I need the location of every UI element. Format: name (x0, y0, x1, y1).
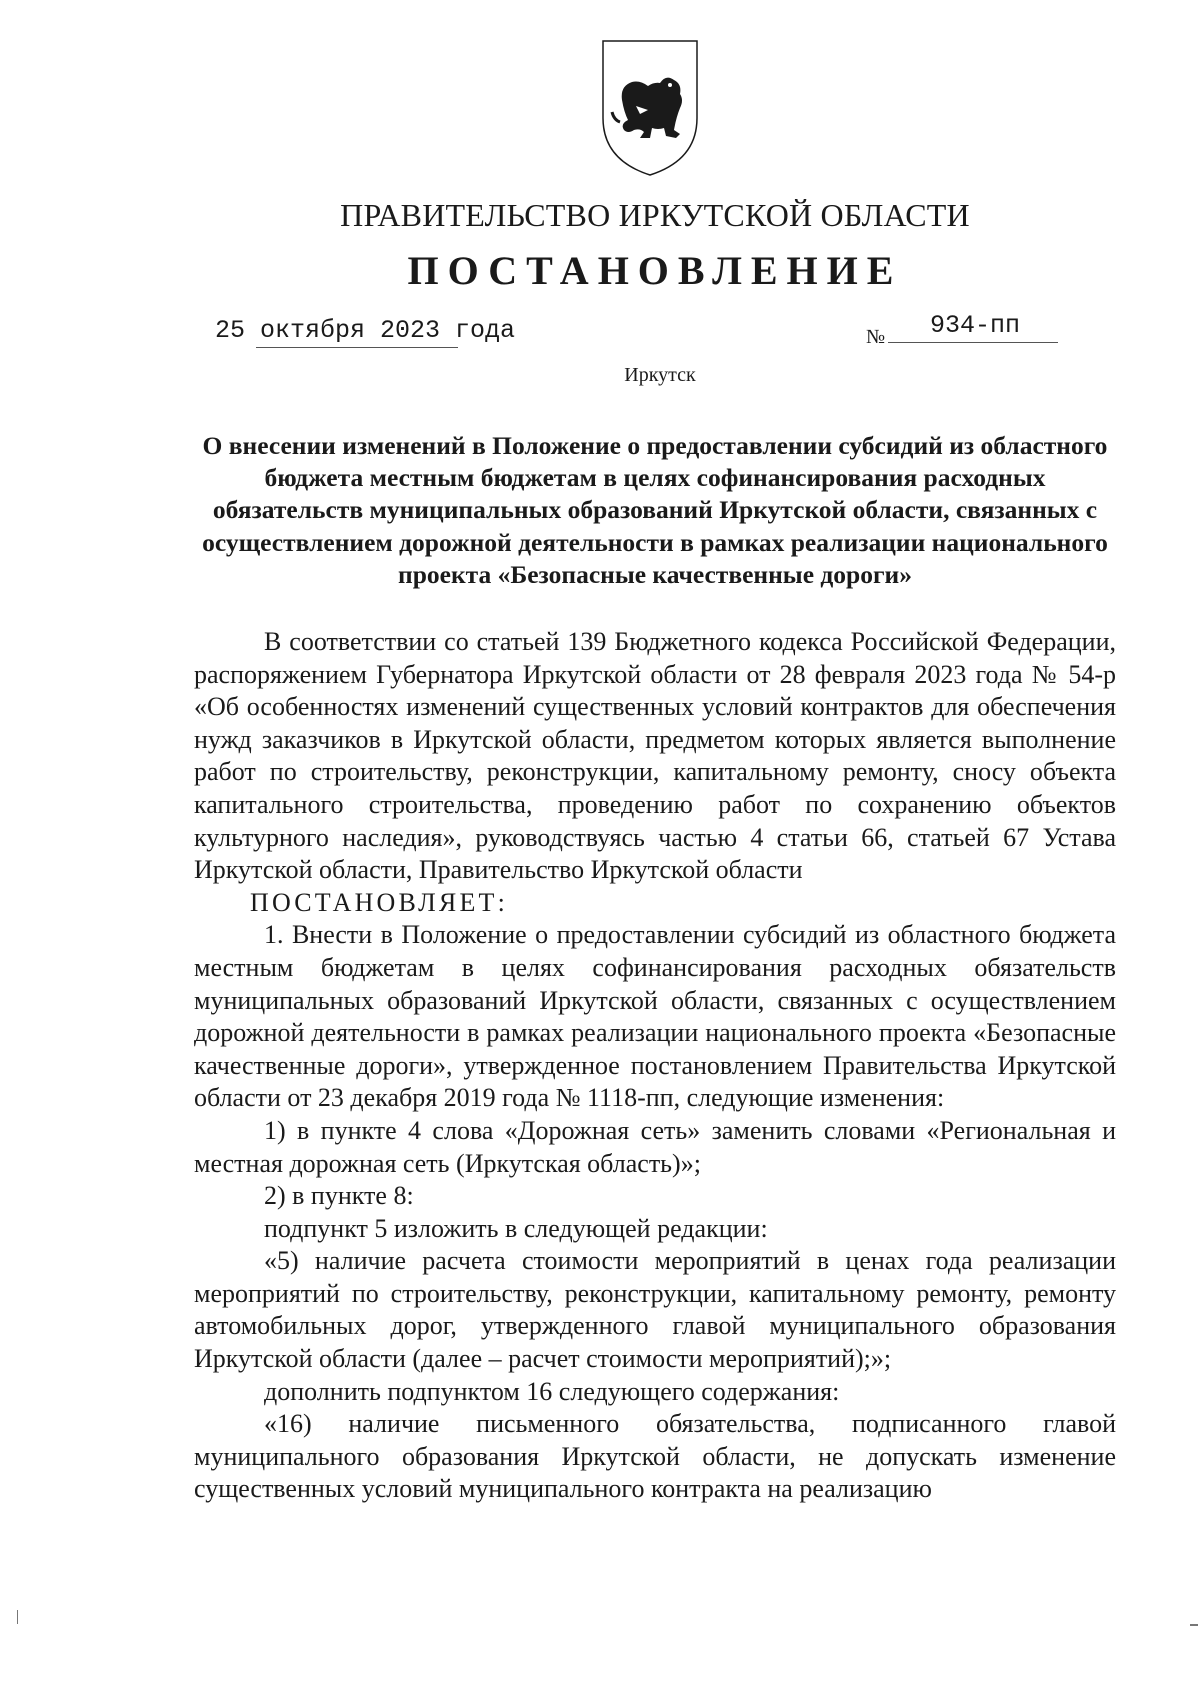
document-body (194, 626, 1116, 1506)
paragraph: «5) наличие расчета стоимости мероприятий в ценах года реализации мероприятий по строительству, реконструкции, капитальному ремонту, ремонту автомобильных дорог, утвержденного главой муниципального образования Иркутской области (далее – расчет стоимости мероприятий);»; (194, 1246, 1116, 1374)
scan-edge-mark (17, 1610, 18, 1624)
coat-of-arms-icon (600, 38, 700, 178)
paragraph: дополнить подпунктом 16 следующего содержания: (264, 1376, 840, 1406)
document-date: 25 октября 2023 года (215, 316, 516, 345)
paragraph: 1. Внести в Положение о предоставлении субсидий из областного бюджета местным бюджетам в целях софинансирования расходных обязательств муниципальных образований Иркутской области, связанных с осуществлением дорожной деятельности в рамках реализации национального проекта «Безопасные качественные дороги», утвержденное постановлением Правительства Иркутской области от 23 декабря 2019 года № 1118-пп, следующие изменения: (194, 920, 1116, 1113)
paragraph: подпункт 5 изложить в следующей редакции: (264, 1213, 768, 1243)
paragraph: «16) наличие письменного обязательства, подписанного главой муниципального образования Иркутской области, не допускать изменение существенных условий муниципального контракта на реализацию (194, 1409, 1116, 1504)
document-type: ПОСТАНОВЛЕНИЕ (407, 248, 903, 293)
city: Иркутск (624, 364, 696, 386)
number-underline (888, 342, 1058, 343)
document-number: 934-пп (930, 311, 1021, 340)
scan-edge-mark (1190, 1624, 1198, 1626)
resolves-heading: ПОСТАНОВЛЯЕТ: (250, 887, 509, 917)
date-underline (256, 347, 458, 348)
paragraph: 1) в пункте 4 слова «Дорожная сеть» заменить словами «Региональная и местная дорожная сеть (Иркутская область)»; (194, 1115, 1116, 1178)
number-label: № (866, 326, 886, 348)
organization-name: ПРАВИТЕЛЬСТВО ИРКУТСКОЙ ОБЛАСТИ (340, 197, 970, 233)
paragraph: 2) в пункте 8: (264, 1181, 414, 1211)
preamble: В соответствии со статьей 139 Бюджетного кодекса Российской Федерации, распоряжением Губернатора Иркутской области от 28 февраля 2023 года № 54-р «Об особенностях изменений существенных условий контрактов для обеспечения нужд заказчиков в Иркутской области, предметом которых является выполнение работ по строительству, реконструкции, капитальному ремонту, сносу объекта капитального строительства, проведению работ по сохранению объектов культурного наследия», руководствуясь частью 4 статьи 66, статьей 67 Устава Иркутской области, Правительство Иркутской области (194, 627, 1116, 885)
document-title: О внесении изменений в Положение о предоставлении субсидий из областного бюджета местным бюджетам в целях софинансирования расходных обязательств муниципальных образований Иркутской области, связанных с осуществлением дорожной деятельности в рамках реализации национального проекта «Безопасные качественные дороги» (202, 431, 1108, 589)
